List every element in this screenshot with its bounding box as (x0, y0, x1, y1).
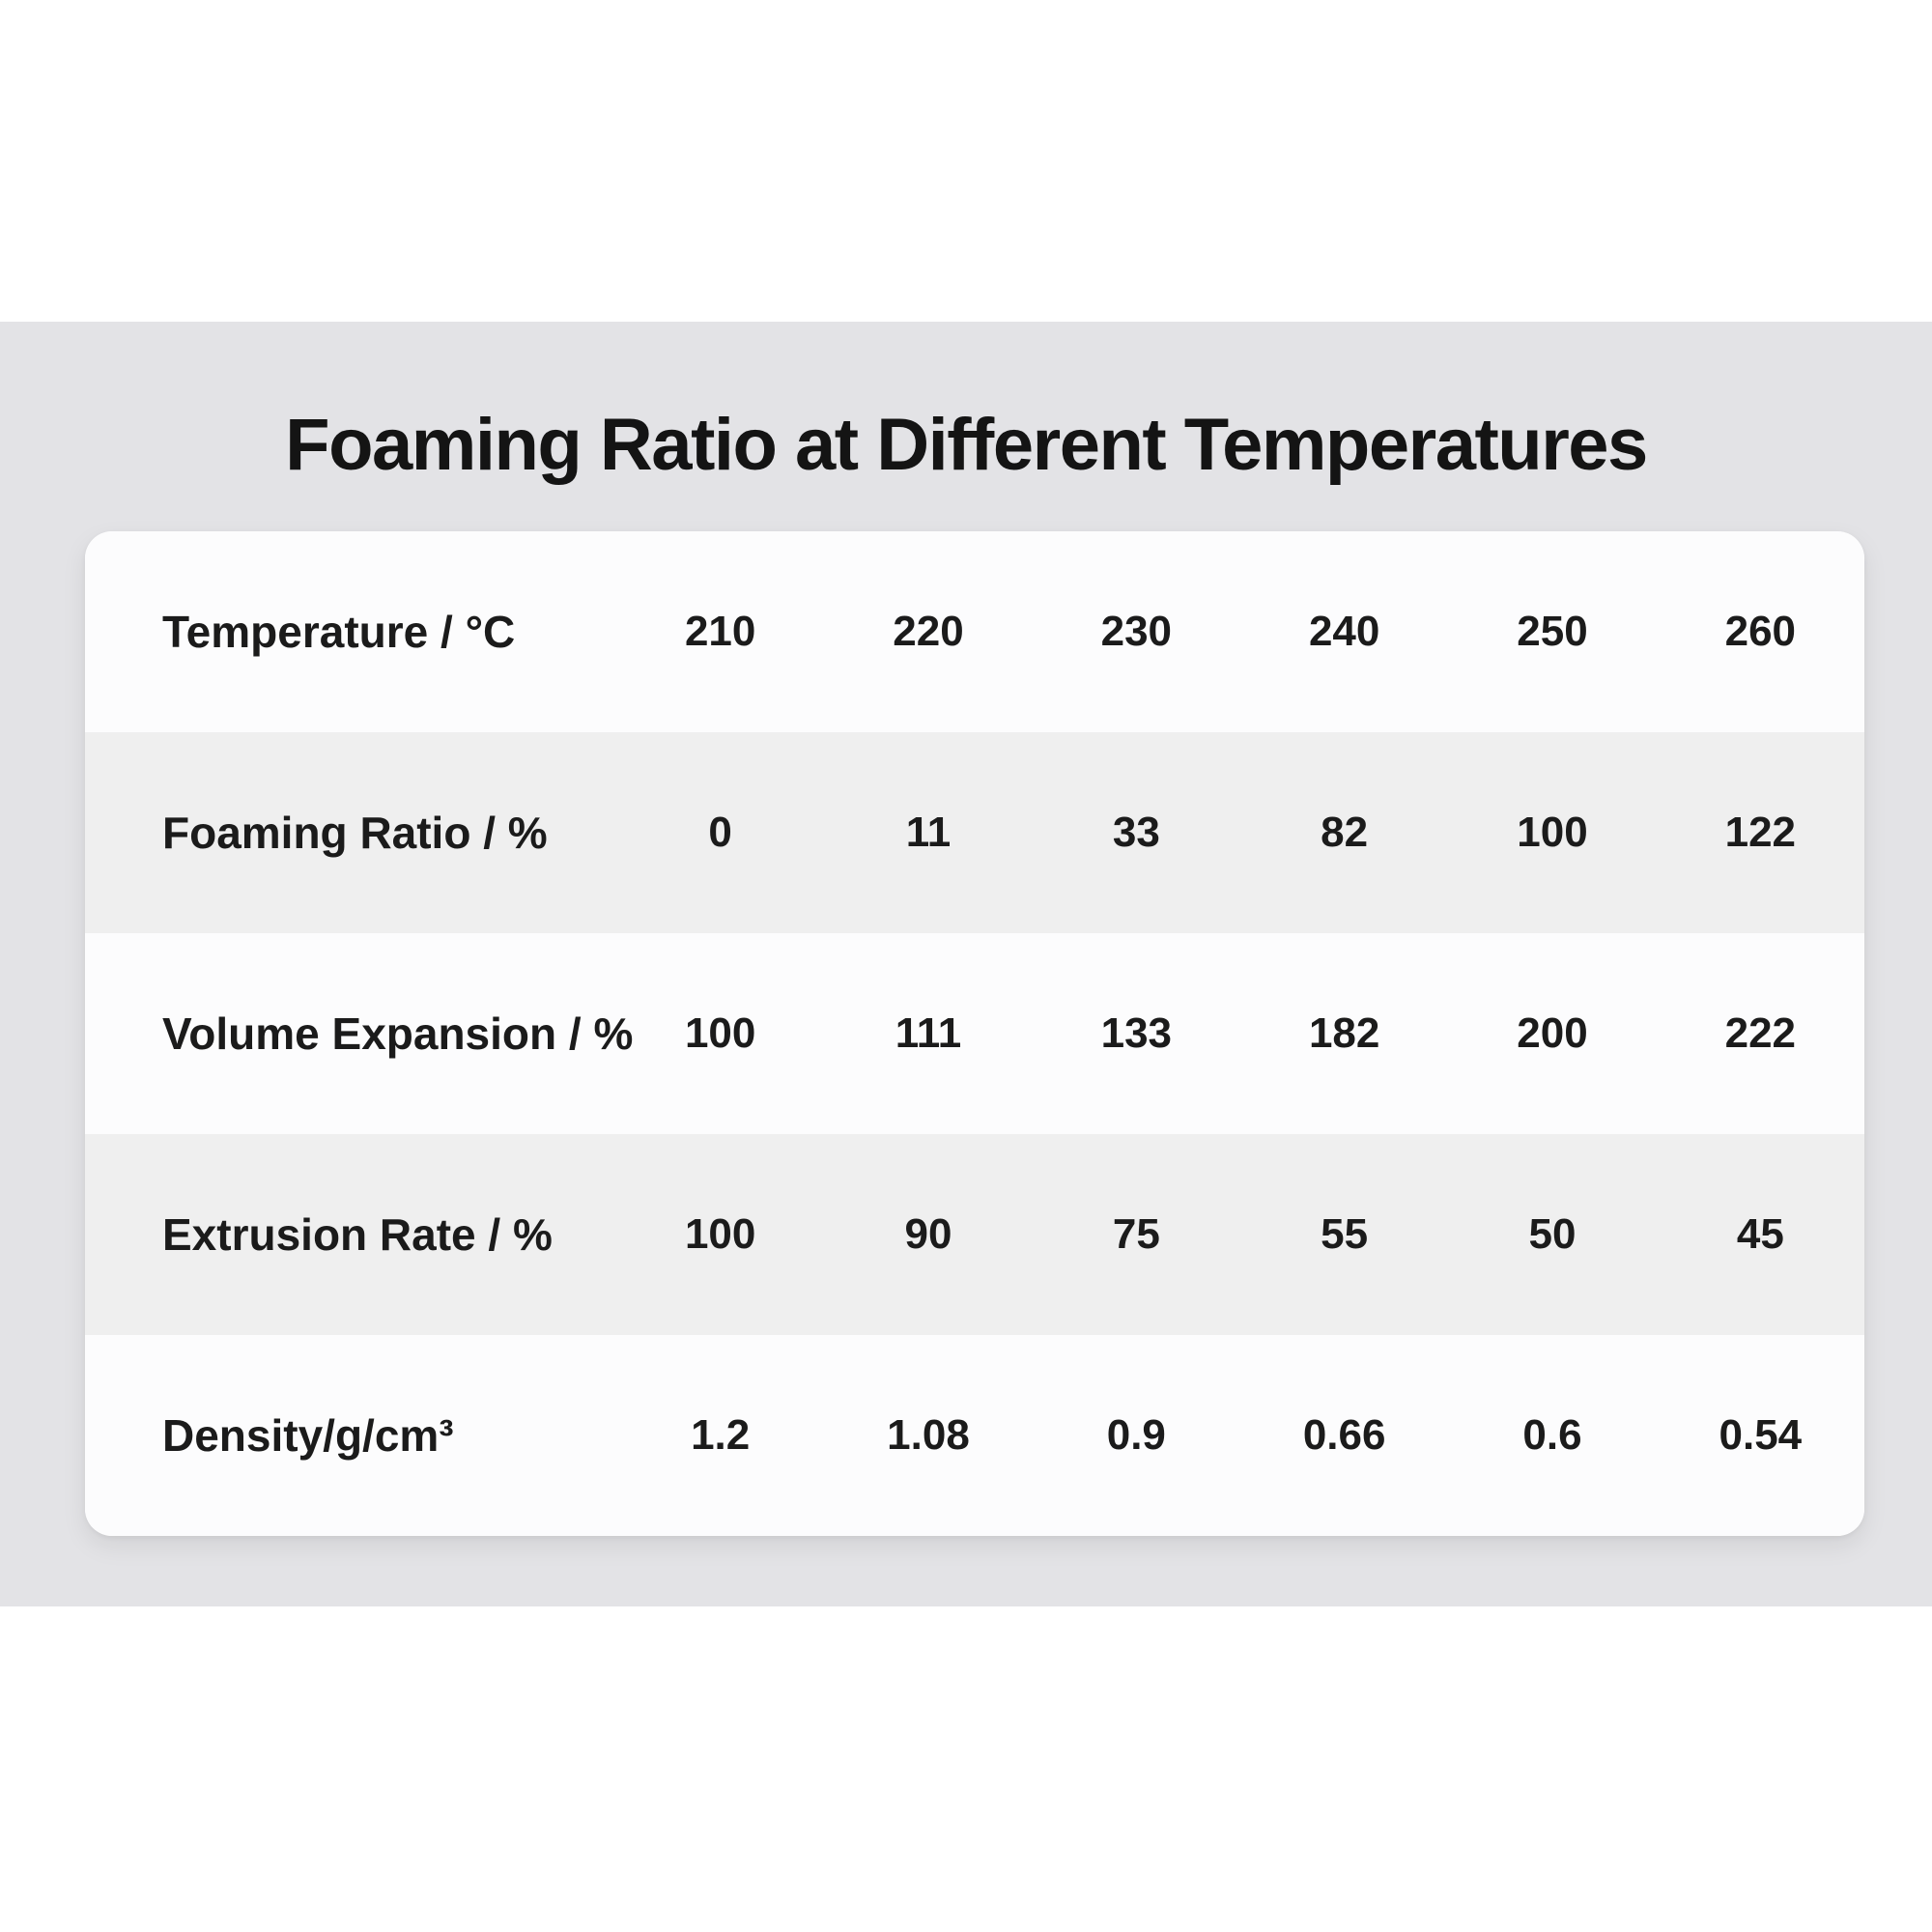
table-cell: 82 (1321, 809, 1369, 856)
table-cell: 1.08 (887, 1411, 970, 1459)
table-cell: 0 (708, 809, 732, 856)
table-cell: 100 (1517, 809, 1588, 856)
row-label: Foaming Ratio / % (162, 808, 548, 858)
table-cell: 50 (1528, 1210, 1577, 1258)
table-cell: 100 (684, 1009, 756, 1057)
table-cell: 90 (904, 1210, 952, 1258)
table-panel (0, 322, 1932, 1606)
row-label: Extrusion Rate / % (162, 1209, 553, 1260)
table-cell: 33 (1112, 809, 1160, 856)
table-cell: 133 (1100, 1009, 1173, 1057)
table-cell: 210 (684, 608, 756, 655)
table-cell: 55 (1321, 1210, 1369, 1258)
row-label: Temperature / °C (162, 607, 516, 657)
table-cell: 111 (895, 1009, 962, 1057)
table-row (85, 933, 1864, 1134)
table-cell: 240 (1308, 608, 1380, 655)
table-row (85, 1134, 1864, 1335)
table-cell: 222 (1724, 1009, 1797, 1057)
data-table-card (85, 531, 1864, 1536)
table-row (85, 531, 1864, 732)
table-cell: 1.2 (691, 1411, 751, 1459)
table-cell: 0.6 (1522, 1411, 1582, 1459)
table-cell: 200 (1517, 1009, 1588, 1057)
table-cell: 260 (1724, 608, 1797, 655)
table-cell: 11 (905, 809, 952, 856)
table-cell: 250 (1517, 608, 1588, 655)
table-cell: 45 (1736, 1210, 1784, 1258)
table-cell: 182 (1308, 1009, 1380, 1057)
row-label: Density/g/cm³ (162, 1410, 454, 1461)
table-cell: 0.9 (1106, 1411, 1166, 1459)
row-label: Volume Expansion / % (162, 1009, 634, 1059)
page-title: Foaming Ratio at Different Temperatures (285, 404, 1647, 486)
table-row (85, 732, 1864, 933)
table-cell: 122 (1724, 809, 1797, 856)
table-row (85, 1335, 1864, 1536)
table-cell: 0.66 (1302, 1411, 1386, 1459)
table-cell: 230 (1100, 608, 1173, 655)
table-cell: 75 (1112, 1210, 1160, 1258)
table-cell: 220 (893, 608, 964, 655)
table-cell: 100 (684, 1210, 756, 1258)
table-cell: 0.54 (1719, 1411, 1803, 1459)
